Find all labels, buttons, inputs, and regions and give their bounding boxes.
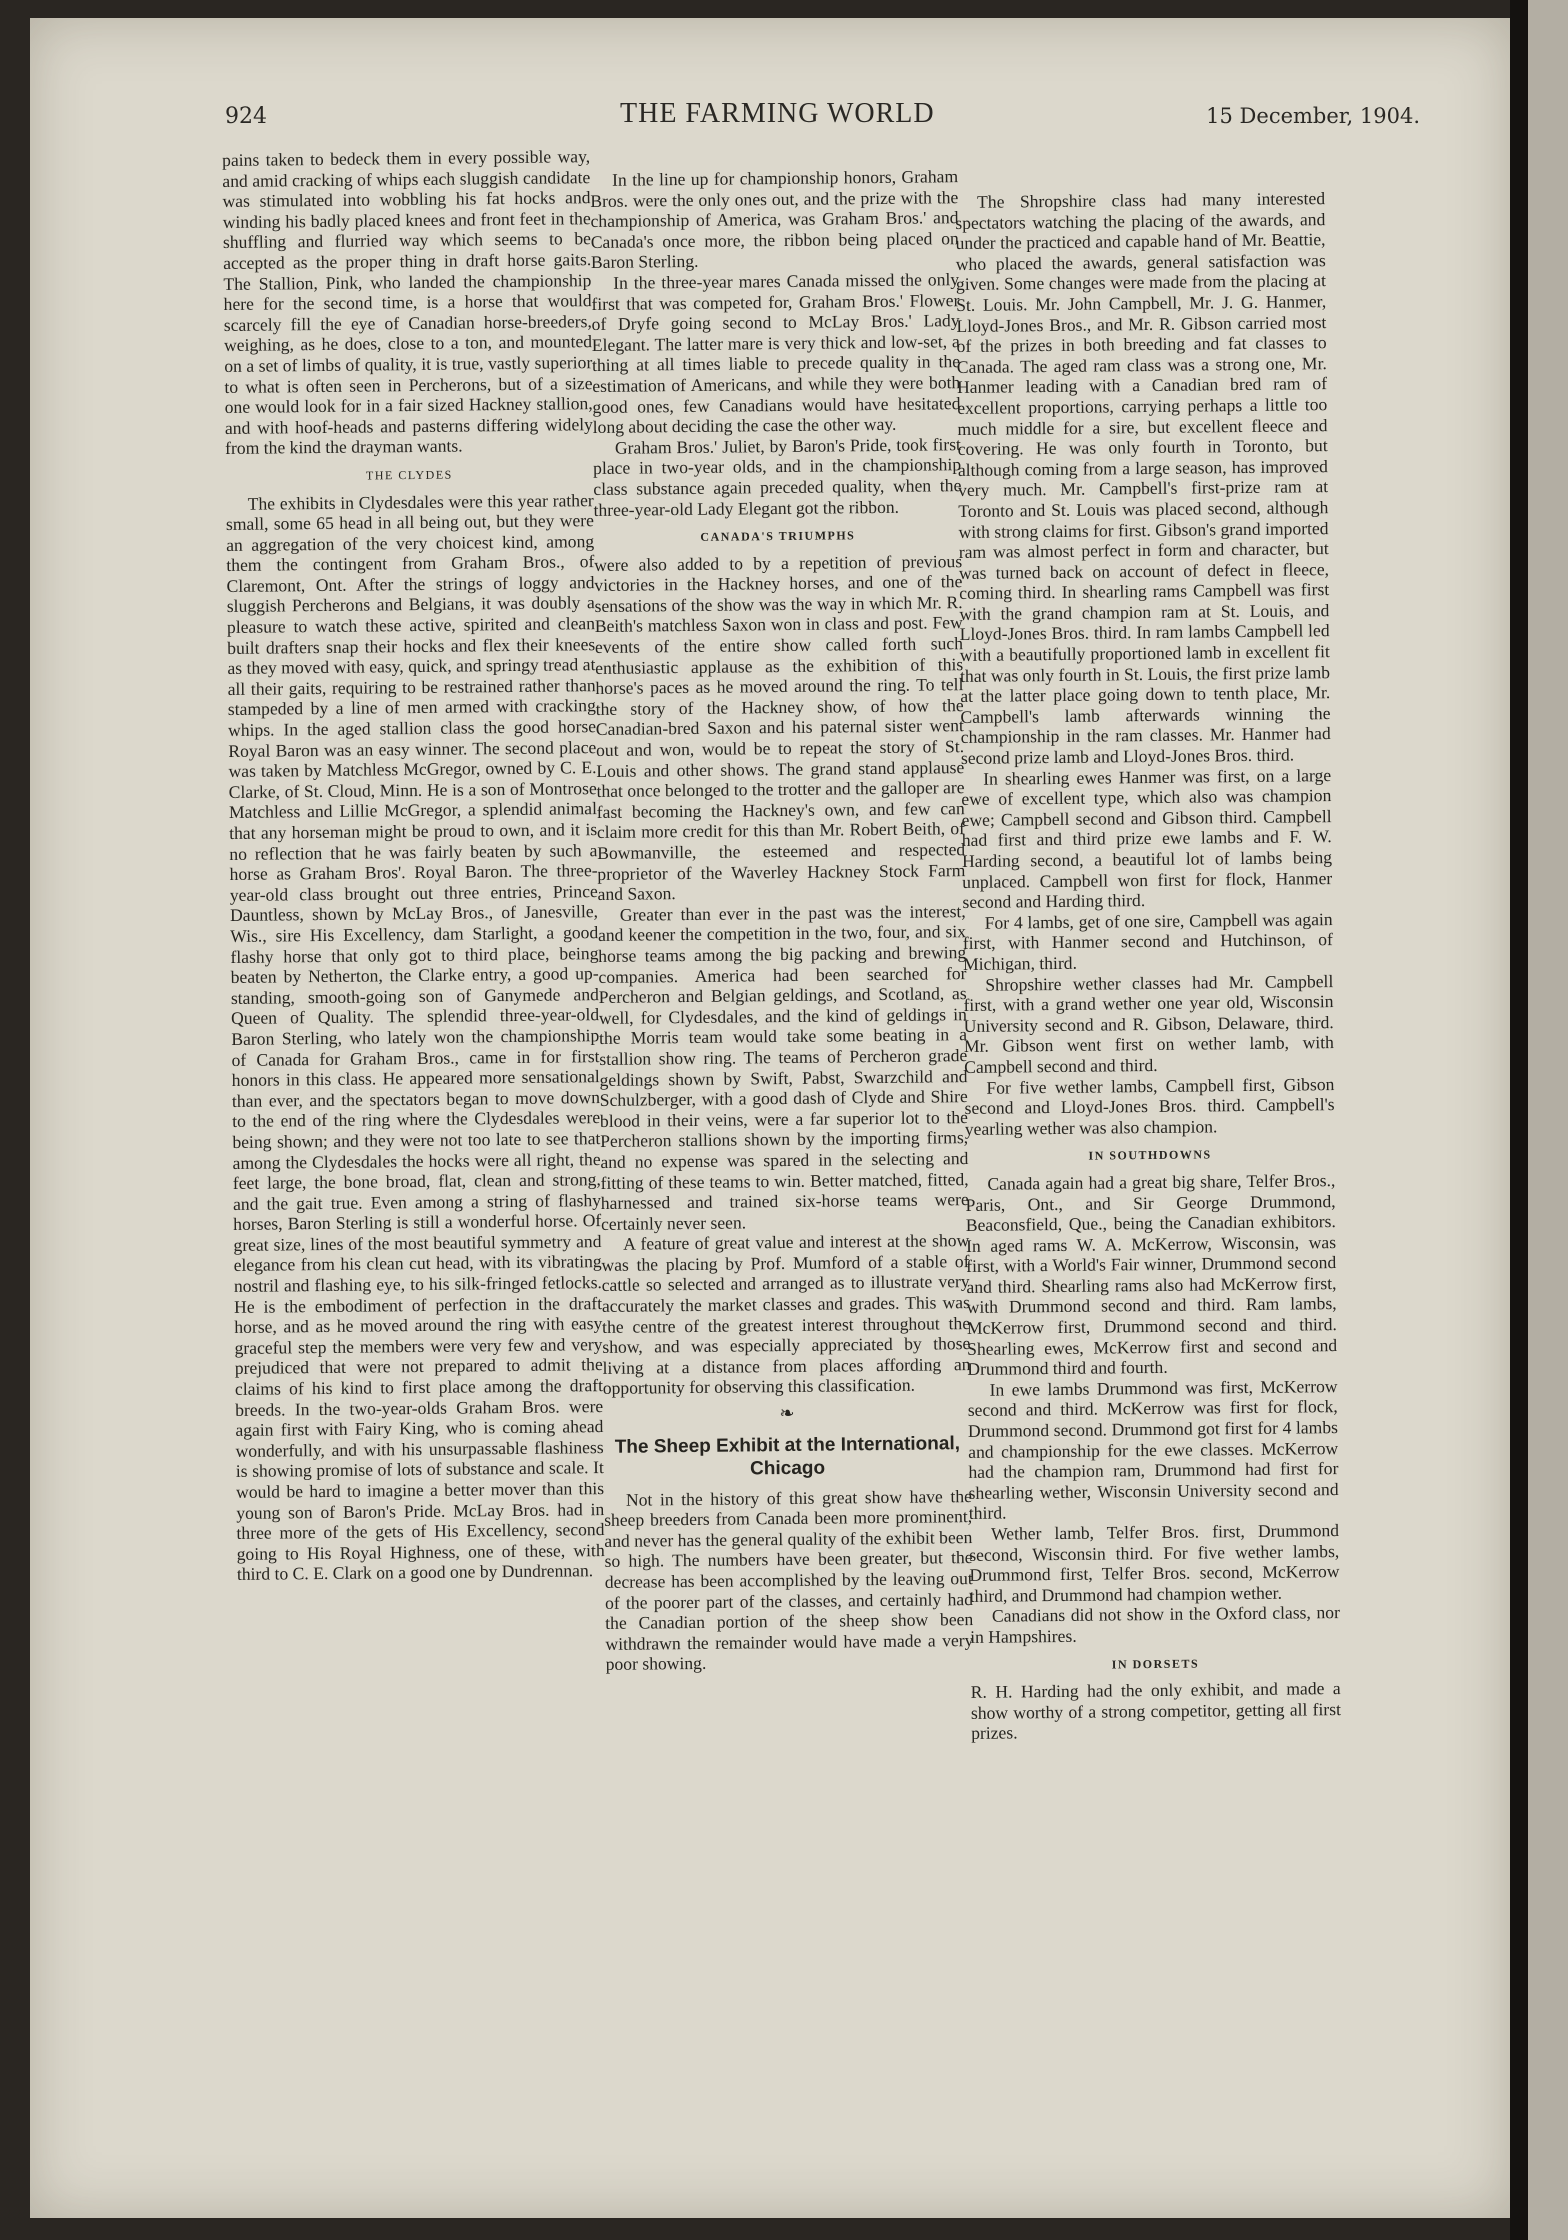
paragraph: Graham Bros.' Juliet, by Baron's Pride, took first place in two-year olds, and in the championship class substance again preceded quality, when the three-year-old Lady Elegant got the ribbon.: [593, 433, 962, 520]
paragraph: In ewe lambs Drummond was first, McKerrow second and third. McKerrow was first for flock, Drummond second. Drummond got first for 4 lambs and championship for the ewe classes. McKerrow had the champion ram, Drummond had first for shearling wether, Wisconsin University second and third.: [967, 1375, 1339, 1524]
column-3: [955, 188, 1341, 1744]
paragraph: In the three-year mares Canada missed the only first that was competed for, Graham Bros.' Flower of Dryfe going second to McLay Bros.' Lady Elegant. The latter mare is very thick and low-set, a thing at all times liable to precede quality in the estimation of Americans, and while they were both good ones, few Canadians would have hesitated long about deciding the case the other way.: [591, 269, 961, 438]
paragraph: Not in the history of this great show have the sheep breeders from Canada been more prominent, and never has the general quality of the exhibit been so high. The numbers have been greater, but the decrease has been accomplished by the leaving out of the poorer part of the classes, and certainly had the Canadian portion of the sheep show been withdrawn the remainder would have made a very poor showing.: [604, 1485, 974, 1675]
ornament-icon: ❧: [779, 1402, 795, 1424]
paragraph: For 4 lambs, get of one sire, Campbell was again first, with Hanmer second and Hutchinson, of Michigan, third.: [962, 908, 1333, 974]
paragraph: Wether lamb, Telfer Bros. first, Drummond second, Wisconsin third. For five wether lambs, Drummond first, Telfer Bros. second, McKerrow third, and Drummond had champion wether.: [969, 1520, 1340, 1606]
paragraph: were also added to by a repetition of previous victories in the Hackney horses, and one of the sensations of the show was the way in which Mr. R. Beith's matchless Saxon won in class and post. Few events of the entire show called forth such enthusiastic applause as the exhibition of this horse's paces as he moved around the ring. To tell the story of the Hackney show, of how the Canadian-bred Saxon and his paternal sister went out and won, would be to repeat the story of St. Louis and other shows. The grand stand applause that once belonged to the trotter and the galloper are fast becoming the Hackney's own, and few can claim more credit for this than Mr. Robert Beith, of Bowmanville, the esteemed and respected proprietor of the Waverley Hackney Stock Farm and Saxon.: [594, 550, 966, 905]
paragraph: Greater than ever in the past was the interest, and keener the competition in the two, four, and six horse teams among the big packing and brewing companies. America had been searched for Percheron and Belgian geldings, and Scotland, as well, for Clydesdales, and the kind of geldings in the Morris team would take some beating in a stallion show ring. The teams of Percheron grade geldings shown by Swift, Pabst, Swarzchild and Schulzberger, with a good dash of Clyde and Shire blood in their veins, were a far superior lot to the Percheron stallions shown by the importing firms, and no expense was spared in the selecting and fitting of these teams to win. Better matched, fitted, harnessed and trained six-horse teams were certainly never seen.: [597, 900, 969, 1234]
column-2: [590, 166, 974, 1675]
page-header: [190, 92, 1420, 152]
section-heading-southdowns: IN SOUTHDOWNS: [1088, 1147, 1212, 1163]
paragraph: Canadians did not show in the Oxford class, nor in Hampshires.: [970, 1602, 1341, 1647]
paragraph: Canada again had a great big share, Telfer Bros., Paris, Ont., and Sir George Drummond, Beaconsfield, Que., being the Canadian exhibitors. In aged rams W. A. McKerrow, Wisconsin, was first, with a World's Fair winner, Drummond second and third. Shearling rams also had McKerrow first, with Drummond second and third. Ram lambs, McKerrow first, Drummond second and third. Shearling ewes, McKerrow first and second and Drummond third and fourth.: [965, 1169, 1338, 1380]
section-heading-triumphs: CANADA'S TRIUMPHS: [700, 528, 856, 544]
section-heading-dorsets: IN DORSETS: [1111, 1656, 1200, 1672]
paragraph: Shropshire wether classes had Mr. Campbell first, with a grand wether one year old, Wisconsin University second and R. Gibson, Delaware, third. Mr. Gibson went first on wether lamb, with Campbell second and third.: [963, 970, 1335, 1077]
adjacent-page-edge: [1528, 0, 1568, 2240]
paragraph: In the line up for championship honors, Graham Bros. were the only ones out, and the prize with the championship of America, was Graham Bros.' and Canada's once more, the ribbon being placed on Baron Sterling.: [590, 166, 959, 273]
column-1: [222, 146, 605, 1585]
paragraph: A feature of great value and interest at the show was the placing by Prof. Mumford of a stable of cattle so selected and arranged as to illustrate very accurately the market classes and grades. This was the centre of the greatest interest throughout the show, and was especially appreciated by those living at a distance from places affording an opportunity for observing this classification.: [601, 1230, 971, 1399]
article-title: The Sheep Exhibit at the International, Chicago: [614, 1432, 961, 1480]
journal-title: THE FARMING WORLD: [620, 98, 935, 129]
paragraph: For five wether lambs, Campbell first, Gibson second and Lloyd-Jones Bros. third. Campbell's yearling wether was also champion.: [964, 1073, 1335, 1139]
paragraph: R. H. Harding had the only exhibit, and made a show worthy of a strong competitor, getting all first prizes.: [970, 1678, 1342, 1744]
paragraph: In shearling ewes Hanmer was first, on a large ewe of excellent type, which also was champion ewe; Campbell second and Gibson third. Campbell had first and third prize ewe lambs and F. W. Harding second, a beautiful lot of lambs being unplaced. Campbell won first for flock, Hanmer second and Harding third.: [961, 764, 1333, 913]
page-number: 924: [225, 104, 267, 129]
paragraph: pains taken to bedeck them in every possible way, and amid cracking of whips each sluggish candidate was stimulated into wobbling his fat hocks and winding his badly placed knees and front feet in the shuffling and flurried way which seems to be accepted as the proper thing in draft horse gaits. The Stallion, Pink, who landed the championship here for the second time, is a horse that would scarcely fill the eye of Canadian horse-breeders, weighing, as he does, close to a ton, and mounted on a set of limbs of quality, it is true, vastly superior to what is often seen in Percherons, but of a size one would look for in a fair sized Hackney stallion, and with hoof-heads and pasterns differing widely from the kind the drayman wants.: [222, 146, 593, 459]
section-heading-clydes: THE CLYDES: [365, 467, 453, 483]
issue-date: 15 December, 1904.: [1206, 104, 1420, 128]
paragraph: The Shropshire class had many interested spectators watching the placing of the awards, and under the practiced and capable hand of Mr. Beattie, who placed the awards, general satisfaction was given. Some changes were made from the placing at St. Louis. Mr. John Campbell, Mr. J. G. Hanmer, Lloyd-Jones Bros., and Mr. R. Gibson carried most of the prizes in both breeding and fat classes to Canada. The aged ram class was a strong one, Mr. Hanmer leading with a Canadian bred ram of excellent proportions, carrying perhaps a little too much middle for a sire, but excellent fleece and covering. He was only fourth in Toronto, but although coming from a large season, has improved very much. Mr. Campbell's first-prize ram at Toronto and St. Louis was placed second, although with strong claims for first. Gibson's grand imported ram was almost perfect in form and character, but was turned back on account of defect in fleece, coming third. In shearling rams Campbell was first with the grand champion ram at St. Louis, and Lloyd-Jones Bros. third. In ram lambs Campbell led with a beautifully proportioned lamb in excellent fit that was only fourth in St. Louis, the first prize lamb at the latter place going down to tenth place, Mr. Campbell's lamb afterwards winning the championship in the ram classes. Mr. Hanmer had second prize lamb and Lloyd-Jones Bros. third.: [955, 188, 1331, 768]
paragraph: The exhibits in Clydesdales were this year rather small, some 65 head in all being out, but they were an aggregation of the very choicest kind, among them the contingent from Graham Bros., of Claremont, Ont. After the strings of loggy and sluggish Percherons and Belgians, it was doubly a pleasure to watch these active, spirited and clean built drafters snap their hocks and flex their knees as they moved with easy, quick, and springy tread at all their gaits, requiring to be restrained rather than stampeded by a line of men armed with cracking whips. In the aged stallion class the good horse Royal Baron was an easy winner. The second place was taken by Matchless McGregor, owned by C. E. Clarke, of St. Cloud, Minn. He is a son of Montrose Matchless and Lillie McGregor, a splendid animal that any horseman might be proud to own, and it is no reflection that he was fairly beaten by such a horse as Graham Bros'. Royal Baron. The three-year-old class brought out three entries, Prince Dauntless, shown by McLay Bros., of Janesville, Wis., sire His Excellency, dam Starlight, a good flashy horse that only got to third place, being beaten by Netherton, the Clarke entry, a good up-standing, smooth-going son of Ganymede and Queen of Quality. The splendid three-year-old Baron Sterling, who lately won the championship of Canada for Graham Bros., came in for first honors in this class. He appeared more sensational than ever, and the spectators began to move down to the end of the ring where the Clydesdales were being shown; and they were not too late to see that among the Clydesdales the hocks were all right, the feet large, the bone broad, flat, clean and strong, and the gait true. Even among a string of flashy horses, Baron Sterling is still a wonderful horse. Of great size, lines of the most beautiful symmetry and elegance from his clean cut head, with its vibrating nostril and flashing eye, to his silk-fringed fetlocks. He is the embodiment of perfection in the draft horse, and as he moved around the ring with easy graceful step the members were very few and very prejudiced that were not prepared to admit the claims of his kind to first place among the draft breeds. In the two-year-olds Graham Bros. were again first with Fairy King, who is coming ahead wonderfully, and with his unsurpassable flashiness is showing promise of lots of substance and scale. It would be hard to imagine a better mover than this young son of Baron's Pride. McLay Bros. had in three more of the gets of His Excellency, second going to His Royal Highness, one of these, with third to C. E. Clark on a good one by Dundrennan.: [225, 489, 605, 1585]
